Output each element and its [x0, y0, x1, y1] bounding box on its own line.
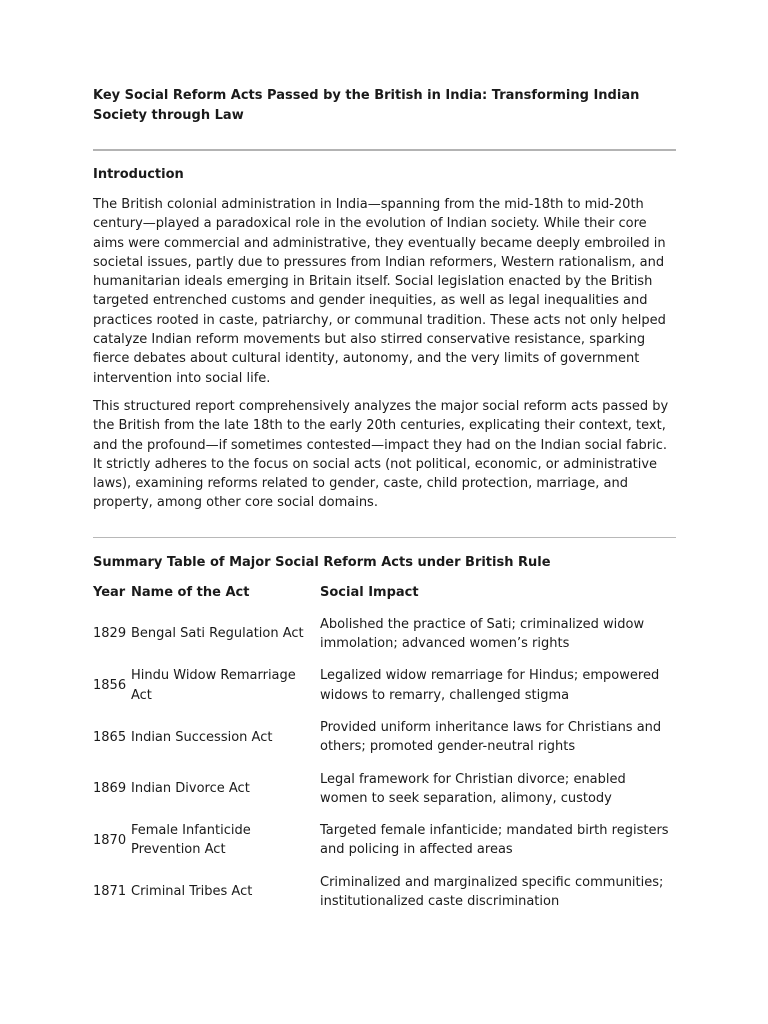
cell-year: 1869	[93, 781, 127, 797]
cell-name: Indian Succession Act	[131, 729, 273, 745]
cell-name: Indian Divorce Act	[131, 781, 250, 797]
document-page	[93, 86, 676, 924]
table-row	[91, 615, 676, 667]
intro-heading: Introduction	[93, 167, 184, 182]
cell-name: Female Infanticide Prevention Act	[131, 823, 251, 858]
cell-impact: Targeted female infanticide; mandated birth registers and policing in affected areas	[320, 823, 669, 858]
cell-year: 1856	[93, 677, 127, 693]
cell-impact: Legalized widow remarriage for Hindus; empowered widows to remarry, challenged stigma	[320, 668, 660, 703]
column-header-year: Year	[93, 584, 126, 600]
section-divider	[93, 537, 676, 538]
summary-table	[91, 583, 676, 925]
table-row	[91, 821, 676, 873]
cell-impact: Provided uniform inheritance laws for Christians and others; promoted gender-neutral rights	[320, 719, 662, 755]
cell-year: 1829	[93, 626, 127, 642]
document-title: Key Social Reform Acts Passed by the British in India: Transforming Indian Society through Law	[93, 88, 640, 123]
table-row	[91, 873, 676, 925]
title-divider	[93, 149, 676, 151]
cell-impact: Abolished the practice of Sati; criminalized widow immolation; advanced women’s rights	[320, 616, 645, 652]
cell-name: Hindu Widow Remarriage Act	[131, 668, 296, 703]
cell-name: Criminal Tribes Act	[131, 884, 253, 900]
cell-year: 1865	[93, 729, 127, 745]
cell-impact: Legal framework for Christian divorce; enabled women to seek separation, alimony, custody	[320, 771, 626, 806]
column-header-name: Name of the Act	[131, 584, 250, 600]
intro-paragraph-1: The British colonial administration in India—spanning from the mid-18th to mid-20th century—played a paradoxical role in the evolution of Indian society. While their core aims were commercial and administrative, they eventually became deeply embroiled in societal issues, partly due to pressures from Indian reformers, Western rationalism, and humanitarian ideals emerging in Britain itself. Social legislation enacted by the British targeted entrenched customs and gender inequities, as well as legal inequalities and practices rooted in caste, patriarchy, or communal tradition. These acts not only helped catalyze Indian reform movements but also stirred conservative resistance, sparking fierce debates about cultural identity, autonomy, and the very limits of government intervention into social life.	[93, 197, 666, 386]
column-header-impact: Social Impact	[320, 584, 419, 600]
summary-heading: Summary Table of Major Social Reform Acts under British Rule	[93, 554, 551, 570]
cell-name: Bengal Sati Regulation Act	[131, 626, 304, 642]
table-row	[91, 718, 676, 770]
table-row	[91, 770, 676, 822]
table-row	[91, 666, 676, 718]
table-header-row	[91, 583, 676, 615]
intro-paragraph-2: This structured report comprehensively analyzes the major social reform acts passed by the British from the late 18th to the early 20th centuries, explicating their context, text, and the profound—if sometimes contested—impact they had on the Indian social fabric. It strictly adheres to the focus on social acts (not political, economic, or administrative laws), examining reforms related to gender, caste, child protection, marriage, and property, among other core social domains.	[93, 398, 669, 511]
cell-impact: Criminalized and marginalized specific communities; institutionalized caste discrimination	[320, 874, 664, 910]
cell-year: 1870	[93, 832, 127, 848]
cell-year: 1871	[93, 884, 127, 900]
